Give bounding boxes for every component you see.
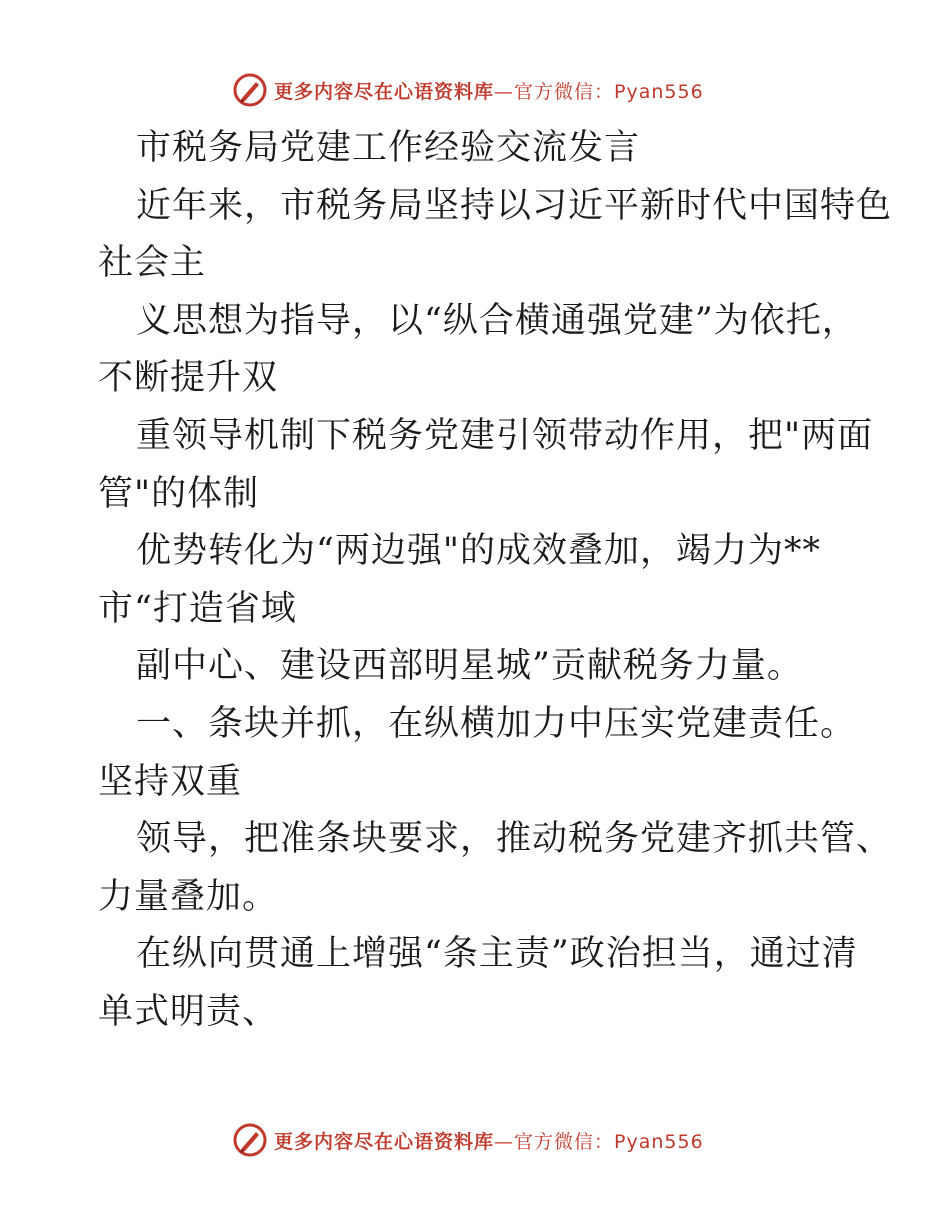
text-line: 不断提升双: [98, 358, 279, 399]
document-title: 市税务局党建工作经验交流发言: [136, 128, 641, 168]
text-line: 坚持双重: [98, 761, 243, 802]
text-line: 重领导机制下税务党建引领带动作用，把"两面: [136, 415, 874, 456]
text-line: 在纵向贯通上增强“条主责”政治担当，通过清: [136, 934, 858, 975]
text-line: 副中心、建设西部明星城”贡献税务力量。: [136, 646, 803, 687]
pen-logo-icon: [232, 1122, 268, 1158]
document-body: [98, 120, 893, 1042]
text-line: 领导，把准条块要求，推动税务党建齐抓共管、: [136, 819, 893, 860]
section-heading: 一、条块并抓，在纵横加力中压实党建责任。: [136, 703, 857, 744]
banner-text: 更多内容尽在心语资料库—官方微信：Pyan556: [274, 80, 704, 103]
header-banner: [232, 70, 704, 110]
text-line: 优势转化为“两边强"的成效叠加，竭力为**: [136, 531, 821, 572]
text-line: 单式明责、: [98, 991, 279, 1032]
text-line: 近年来，市税务局坚持以习近平新时代中国特色: [136, 185, 893, 226]
text-line: 市“打造省域: [98, 588, 297, 629]
text-line: 力量叠加。: [98, 876, 279, 917]
banner-text: 更多内容尽在心语资料库—官方微信：Pyan556: [274, 1130, 704, 1153]
footer-banner: [232, 1120, 704, 1160]
pen-logo-icon: [232, 72, 268, 108]
text-line: 义思想为指导，以“纵合横通强党建”为依托，: [136, 300, 858, 341]
text-line: 管"的体制: [98, 473, 260, 514]
text-line: 社会主: [98, 243, 207, 284]
